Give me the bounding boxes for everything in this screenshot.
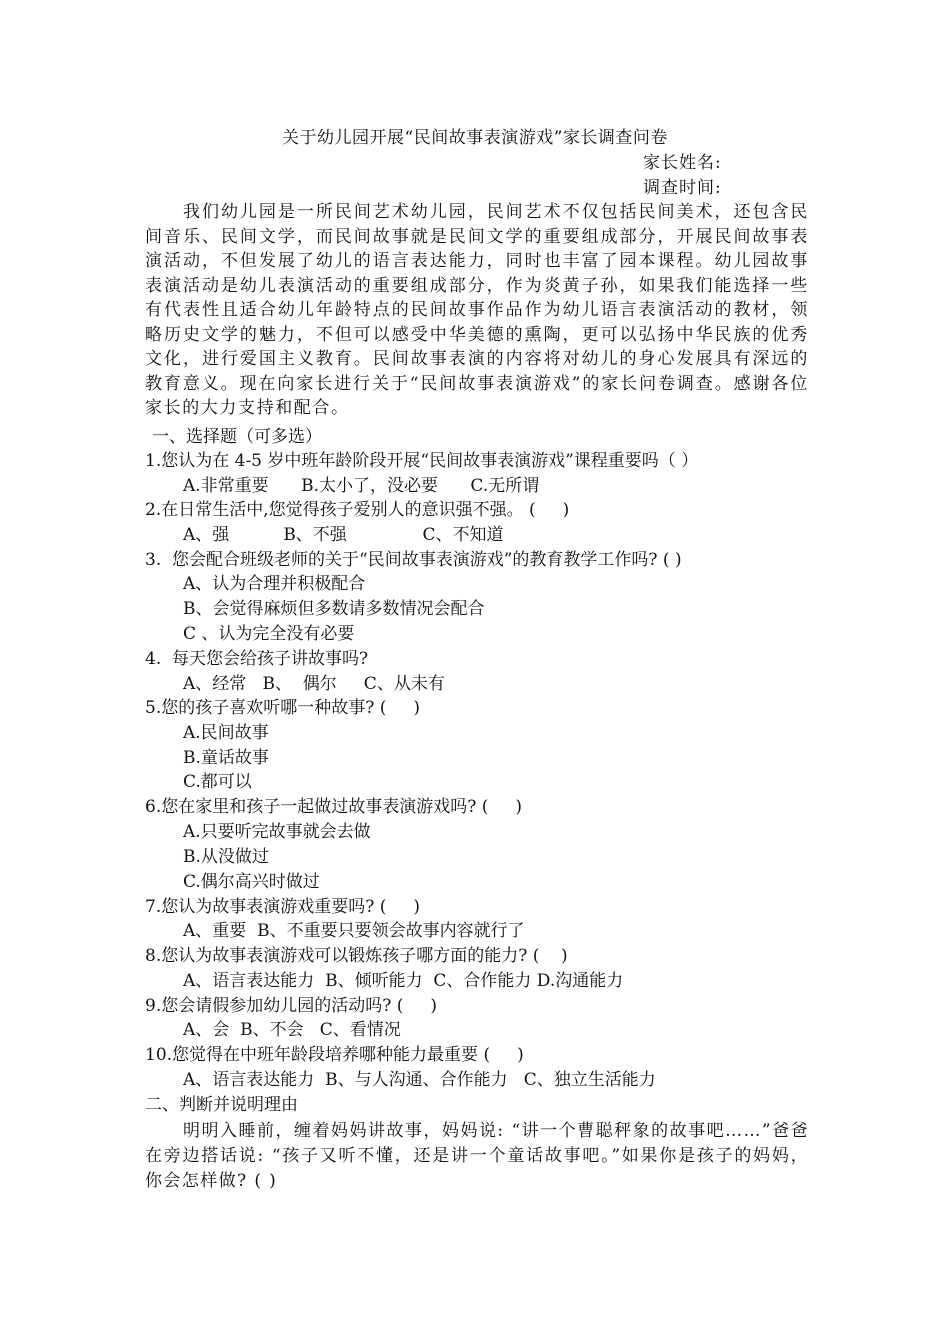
intro-paragraph: 我们幼儿园是一所民间艺术幼儿园，民间艺术不仅包括民间美术，还包含民间音乐、民间文学，而民间故事就是民间文学的重要组成部分，开展民间故事表演活动，不但发展了幼儿的语言表达能力，同时也丰富了园本课程。幼儿园故事表演活动是幼儿表演活动的重要组成部分，作为炎黄子孙，如果我们能选择一些有代表性且适合幼儿年龄特点的民间故事作品作为幼儿语言表演活动的教材，领略历史文学的魅力，不但可以感受中华美德的熏陶，更可以弘扬中华民族的优秀文化，进行爱国主义教育。民间故事表演的内容将对幼儿的身心发展具有深远的教育意义。现在向家长进行关于“民间故事表演游戏”的家长问卷调查。感谢各位家长的大力支持和配合。	[145, 202, 809, 418]
section-heading-judgement: 二、判断并说明理由	[145, 1095, 298, 1115]
question-3-option-c: C 、认为完全没有必要	[183, 624, 355, 644]
question-3-option-a: A、认为合理并积极配合	[183, 574, 366, 594]
question-6-option-a: A.只要听完故事就会去做	[183, 822, 371, 842]
question-3: 3. 您会配合班级老师的关于“民间故事表演游戏”的教育教学工作吗? ( )	[145, 550, 682, 570]
question-4-options: A、经常 B、 偶尔 C、从未有	[183, 674, 445, 694]
question-5: 5.您的孩子喜欢听哪一种故事? ( )	[145, 698, 421, 718]
question-6-option-b: B.从没做过	[183, 847, 269, 867]
question-8: 8.您认为故事表演游戏可以锻炼孩子哪方面的能力? ( )	[145, 946, 568, 966]
scenario-paragraph: 明明入睡前，缠着妈妈讲故事，妈妈说: “讲一个曹聪秤象的故事吧……”爸爸在旁边搭话说: “孩子又听不懂，还是讲一个童话故事吧。”如果你是孩子的妈妈，你会怎样做? ( )	[145, 1121, 809, 1191]
question-6-option-c: C.偶尔高兴时做过	[183, 872, 320, 892]
question-1-options: A.非常重要 B.太小了，没必要 C.无所谓	[183, 476, 540, 496]
section-heading-choice: 一、选择题（可多选）	[152, 427, 322, 447]
question-9-options: A、会 B、不会 C、看情况	[183, 1020, 401, 1040]
question-5-option-a: A.民间故事	[183, 723, 269, 743]
question-10-options: A、语言表达能力 B、与人沟通、合作能力 C、独立生活能力	[183, 1070, 656, 1090]
question-8-options: A、语言表达能力 B、倾听能力 C、合作能力 D.沟通能力	[183, 971, 624, 991]
question-7-options: A、重要 B、不重要只要领会故事内容就行了	[183, 921, 525, 941]
question-5-option-b: B.童话故事	[183, 748, 269, 768]
question-5-option-c: C.都可以	[183, 772, 252, 792]
question-4: 4. 每天您会给孩子讲故事吗?	[145, 649, 369, 669]
question-6: 6.您在家里和孩子一起做过故事表演游戏吗? ( )	[145, 797, 523, 817]
question-1: 1.您认为在 4-5 岁中班年龄阶段开展“民间故事表演游戏”课程重要吗（ ）	[145, 451, 699, 471]
parent-name-label: 家长姓名:	[643, 153, 722, 173]
question-3-option-b: B、会觉得麻烦但多数请多数情况会配合	[183, 599, 485, 619]
question-9: 9.您会请假参加幼儿园的活动吗? ( )	[145, 996, 438, 1016]
question-10: 10.您觉得在中班年龄段培养哪种能力最重要 ( )	[145, 1045, 524, 1065]
question-2-options: A、强 B、不强 C、不知道	[183, 525, 504, 545]
question-2: 2.在日常生活中,您觉得孩子爱别人的意识强不强。 ( )	[145, 500, 570, 520]
question-7: 7.您认为故事表演游戏重要吗? ( )	[145, 897, 421, 917]
survey-time-label: 调查时间:	[643, 178, 722, 198]
document-title: 关于幼儿园开展“民间故事表演游戏”家长调查问卷	[282, 128, 668, 148]
